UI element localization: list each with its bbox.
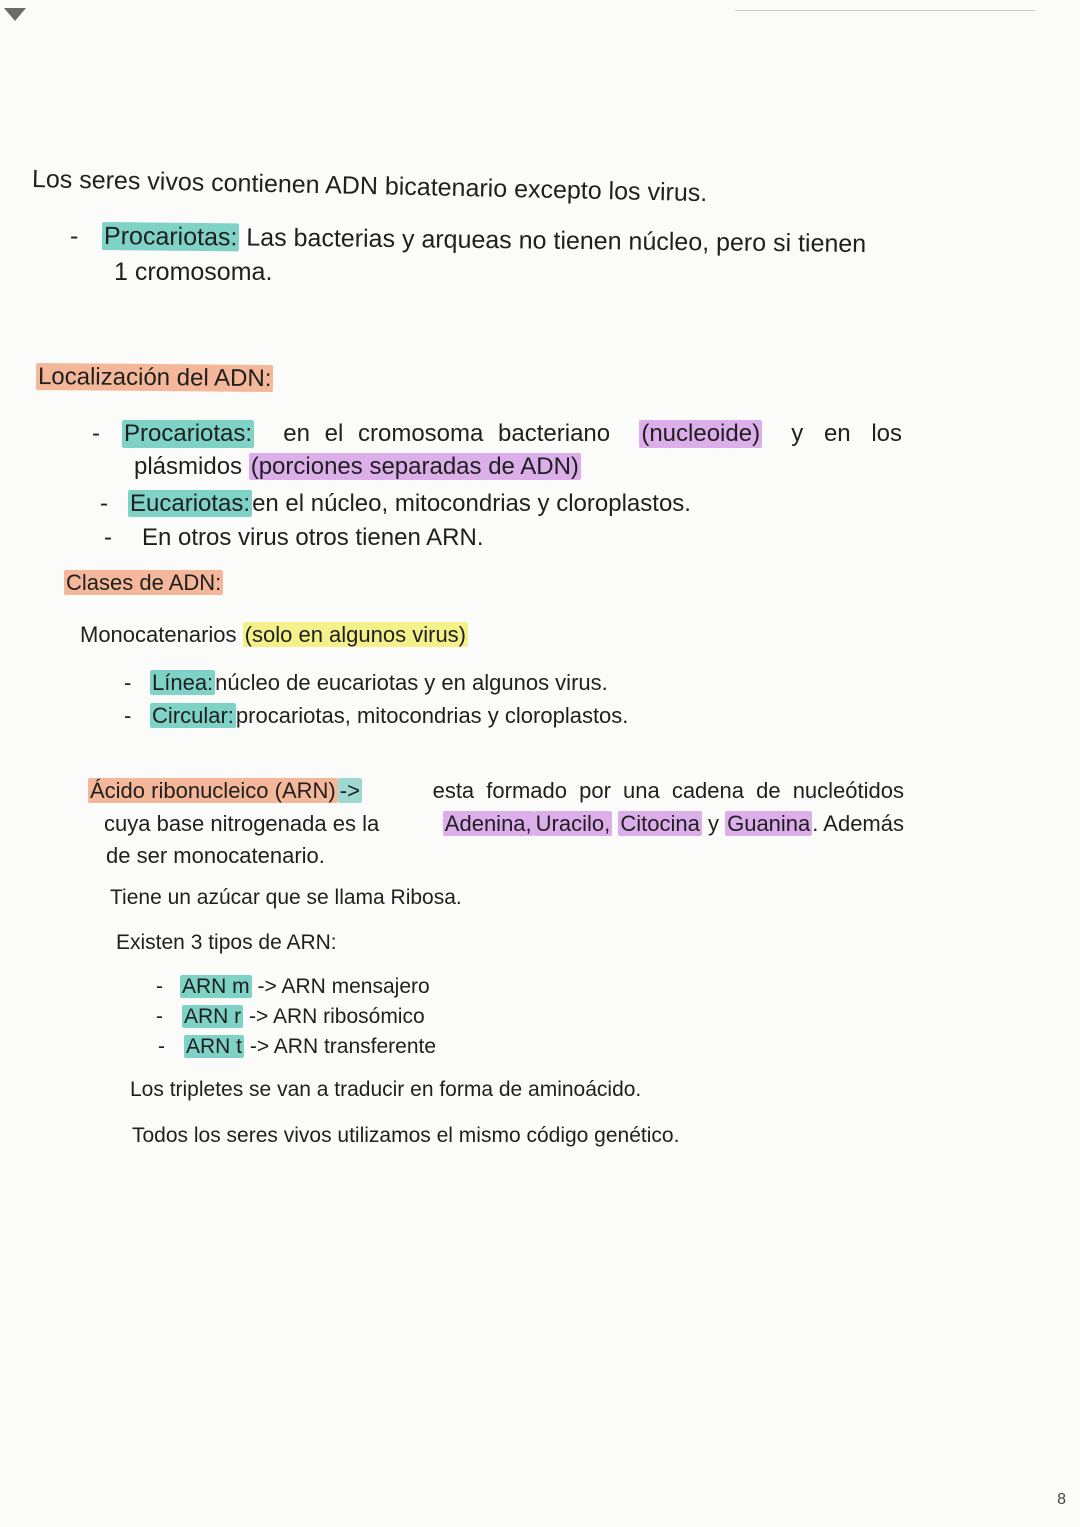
clases-circular [150,703,628,729]
arn-tipos-intro: Existen 3 tipos de ARN: [116,931,337,954]
localizacion-heading-text: Localización del ADN: [37,363,272,393]
localizacion-procariotas-line2 [134,453,581,481]
localizacion-virus: En otros virus otros tienen ARN. [142,524,484,551]
proc-text-a: en el cromosoma bacteriano [283,420,611,447]
arn-line-2 [104,811,904,837]
monocatenarios-text: Monocatenarios [80,622,237,647]
arn-label-group [88,778,362,804]
nucleoide-highlight: (nucleoide) [641,420,761,447]
arn-t-text: -> ARN transferente [249,1035,437,1058]
solo-virus-highlight: (solo en algunos virus) [244,622,467,647]
procariotas-label: Procariotas: [124,420,253,447]
linea-text: núcleo de eucariotas y en algunos virus. [215,670,608,695]
arn-line1-text: esta formado por una cadena de nucleótidos [432,778,904,803]
plasmidos-text: plásmidos [134,453,243,480]
corner-triangle-icon [4,8,26,21]
procariotas-label: Procariotas: [103,222,238,252]
eucariotas-text: en el núcleo, mitocondrias y cloroplastos. [252,490,691,517]
arn-r-text: -> ARN ribosómico [249,1005,425,1028]
arn-m-text: -> ARN mensajero [257,975,430,998]
dash: - [124,703,132,728]
proc-text-b: y en los [791,420,902,447]
arn-bases [443,811,904,837]
circular-text: procariotas, mitocondrias y cloroplastos. [235,703,629,728]
intro-bullet-text: Las bacterias y arqueas no tienen núcleo, pero si tienen [246,223,867,259]
dash: - [70,222,79,250]
tripletes-text: Los tripletes se van a traducir en forma de aminoácido. [130,1078,642,1101]
circular-label: Circular: [152,703,234,728]
arn-tipo-t [184,1035,436,1059]
dash: - [156,975,163,998]
arn-arrow: -> [339,778,360,803]
arn-t-label: ARN t [186,1035,243,1058]
codigo-text: Todos los seres vivos utilizamos el mismo código genético. [132,1124,680,1147]
arn-r-label: ARN r [184,1005,242,1028]
clases-monocatenarios [80,622,468,648]
localizacion-procariotas [122,420,902,448]
dash: - [104,524,112,551]
clases-heading [64,570,223,596]
dash: - [92,420,100,447]
arn-line-1 [88,778,904,804]
arn-line2-text: cuya base nitrogenada es la [104,811,380,836]
arn-line-3: de ser monocatenario. [106,843,325,868]
top-rule [735,10,1035,11]
localizacion-eucariotas [128,490,691,518]
clases-linea [150,670,608,696]
arn-label: Ácido ribonucleico (ARN) [90,778,336,803]
eucariotas-label: Eucariotas: [130,490,251,517]
arn-m-label: ARN m [182,975,250,998]
dash: - [156,1005,163,1028]
base-guanina: Guanina [727,811,811,836]
dash: - [100,490,108,517]
dash: - [124,670,132,695]
base-adenina: Adenina, [444,811,532,836]
base-citocina: Citocina [620,811,700,836]
arn-azucar: Tiene un azúcar que se llama Ribosa. [110,886,462,909]
clases-heading-text: Clases de ADN: [66,570,222,595]
arn-tipo-m [180,975,430,999]
page-number: 8 [1057,1491,1066,1508]
y-text: y [707,811,719,836]
intro-text: Los seres vivos contienen ADN bicatenario excepto los virus. [31,165,708,208]
intro-bullet-text-2: 1 cromosoma. [114,258,273,286]
arn-tipo-r [182,1005,425,1029]
linea-label: Línea: [152,670,214,695]
localizacion-heading [36,363,274,393]
intro-bullet [102,222,866,259]
dash: - [158,1035,165,1058]
porciones-highlight: (porciones separadas de ADN) [250,453,579,480]
ademas-text: . Además [812,811,904,836]
base-uracilo: Uracilo, [535,811,611,836]
